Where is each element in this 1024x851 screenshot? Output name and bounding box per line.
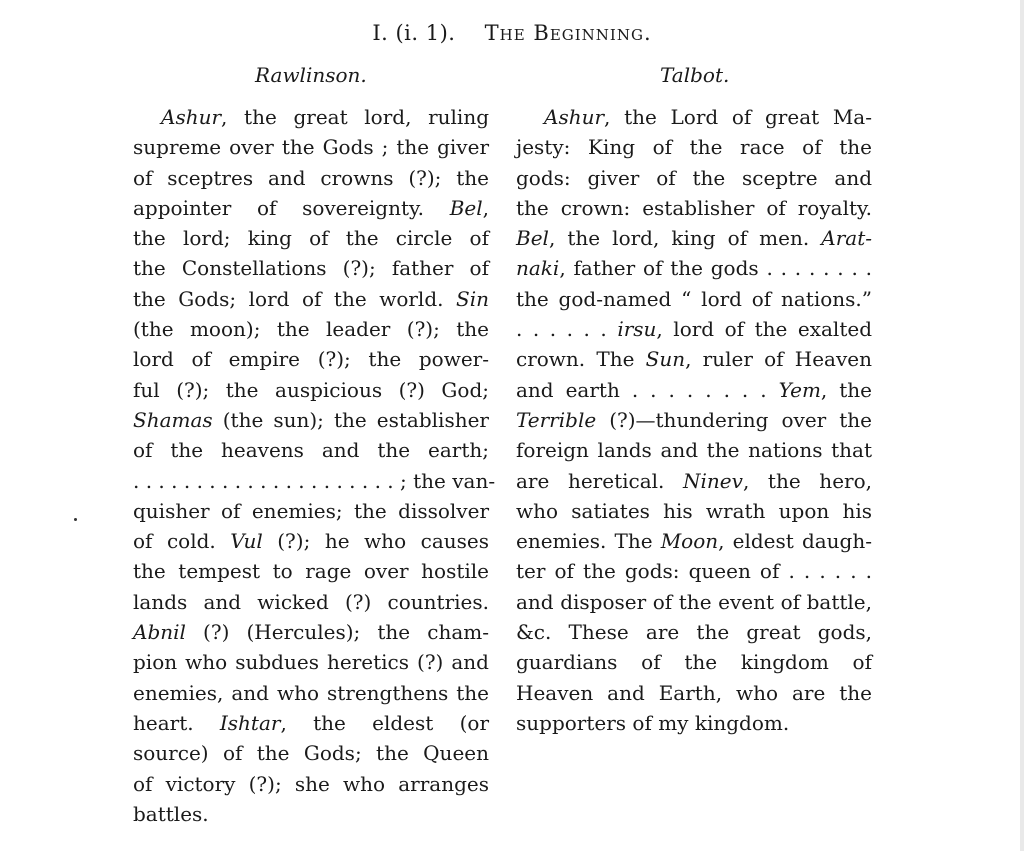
italic-name: Arat- [821, 226, 872, 251]
text-segment: , the lord, king of men. [548, 226, 822, 251]
section-heading: The Beginning. [484, 21, 652, 45]
italic-name: Abnil [133, 620, 186, 645]
text-line [516, 556, 872, 586]
italic-name: Sin [456, 286, 489, 311]
page-edge [1020, 0, 1024, 851]
text-line [133, 556, 489, 586]
text-segment: the crown: establisher of royalty. [516, 195, 872, 220]
text-line [133, 344, 489, 374]
text-line [133, 314, 489, 344]
italic-name: Ashur [161, 105, 222, 129]
text-segment: source) of the Gods; the Queen [133, 741, 489, 766]
text-segment: Heaven and Earth, who are the [516, 680, 872, 705]
text-segment: guardians of the kingdom of [516, 650, 872, 675]
text-line [133, 132, 489, 162]
text-segment: crown. The [516, 347, 646, 372]
text-segment: and earth . . . . . . . . [516, 377, 779, 402]
text-segment: the tempest to rage over hostile [133, 559, 489, 584]
italic-name: Yem [778, 377, 821, 402]
text-segment: . . . . . . . . . . . . . . . . . . . . . ; the van- [133, 468, 496, 493]
text-segment: foreign lands and the nations that [516, 438, 872, 463]
text-line [516, 435, 872, 465]
text-line [133, 678, 489, 708]
text-line [516, 647, 872, 677]
italic-name: Ishtar [219, 710, 281, 735]
text-segment: the god-named “ lord of nations.” [516, 286, 872, 311]
italic-name: Terrible [516, 407, 597, 432]
text-line [516, 496, 872, 526]
text-line [133, 466, 496, 496]
text-segment: , [482, 195, 489, 220]
right-column-text [516, 102, 872, 738]
text-line [133, 435, 489, 465]
italic-name: Shamas [133, 407, 213, 432]
italic-name: Ninev [683, 468, 743, 493]
text-line [133, 102, 489, 132]
section-number: I. (i. 1). [372, 21, 456, 45]
text-segment: enemies, and who strengthens the [133, 680, 489, 705]
text-segment: ful (?); the auspicious (?) God; [133, 377, 489, 402]
text-segment: enemies. The [516, 529, 661, 554]
text-segment: battles. [133, 801, 209, 826]
text-segment: &c. These are the great gods, [516, 620, 872, 645]
text-segment: , eldest daugh- [718, 529, 872, 554]
text-segment: quisher of enemies; the dissolver [133, 498, 489, 523]
text-segment: jesty: King of the race of the [516, 135, 872, 160]
text-segment: ter of the gods: queen of . . . . . . [516, 559, 872, 584]
text-line [516, 708, 872, 738]
text-line [133, 496, 489, 526]
italic-name: Moon [660, 529, 719, 554]
text-line [133, 223, 489, 253]
text-line [516, 163, 872, 193]
text-line [516, 587, 872, 617]
text-line [133, 284, 489, 314]
text-segment: , the [820, 377, 873, 402]
text-line [133, 526, 489, 556]
text-line [516, 314, 872, 344]
text-segment: of sceptres and crowns (?); the [133, 165, 489, 190]
text-line [133, 375, 489, 405]
text-segment: supreme over the Gods ; the giver [133, 135, 489, 160]
text-line [516, 344, 872, 374]
italic-name: Sun [645, 347, 686, 372]
text-line [516, 466, 872, 496]
text-segment: the Gods; lord of the world. [133, 286, 457, 311]
text-line [516, 375, 872, 405]
text-segment: (?) (Hercules); the cham- [185, 620, 489, 645]
text-segment: lord of empire (?); the power- [133, 347, 489, 372]
italic-name: Bel [516, 226, 549, 251]
text-segment: , father of the gods . . . . . . . . [559, 256, 872, 281]
left-column-author: Rawlinson. [255, 63, 367, 87]
text-segment: gods: giver of the sceptre and [516, 165, 872, 190]
text-line [516, 132, 872, 162]
text-line [516, 526, 872, 556]
text-segment: (the moon); the leader (?); the [133, 317, 489, 342]
text-segment: , ruler of Heaven [685, 347, 872, 372]
text-segment: , lord of the exalted [656, 317, 872, 342]
text-segment: of the heavens and the earth; [133, 438, 489, 463]
text-line [516, 617, 872, 647]
left-column-text [133, 102, 496, 829]
italic-name: Ashur [544, 105, 605, 129]
text-segment: . . . . . . [516, 317, 618, 342]
text-line [516, 405, 872, 435]
text-line [516, 678, 872, 708]
text-line [133, 799, 489, 829]
text-segment: , the hero, [742, 468, 872, 493]
right-column-author: Talbot. [660, 63, 730, 87]
italic-name: Bel [449, 195, 483, 220]
text-segment: lands and wicked (?) countries. [133, 589, 489, 614]
italic-name: irsu [617, 317, 657, 342]
text-segment: (?); he who causes [262, 529, 489, 554]
text-line [516, 193, 872, 223]
text-segment: appointer of sovereignty. [133, 195, 450, 220]
text-line [133, 617, 489, 647]
text-line [133, 708, 489, 738]
text-segment: the lord; king of the circle of [133, 226, 489, 251]
section-title [0, 21, 1024, 45]
text-segment: of cold. [133, 529, 231, 554]
text-segment: , the great lord, ruling [221, 105, 489, 129]
text-line [133, 253, 489, 283]
text-line [516, 102, 872, 132]
text-segment: pion who subdues heretics (?) and [133, 650, 489, 675]
text-segment: (the sun); the establisher [212, 407, 489, 432]
text-line [133, 647, 489, 677]
text-segment: and disposer of the event of battle, [516, 589, 872, 614]
text-line [133, 193, 489, 223]
italic-name: naki [516, 256, 560, 281]
text-segment: supporters of my kingdom. [516, 710, 790, 735]
text-segment: who satiates his wrath upon his [516, 498, 872, 523]
text-line [133, 163, 489, 193]
text-line [516, 284, 872, 314]
text-segment: , the Lord of great Ma- [604, 105, 872, 129]
text-segment: of victory (?); she who arranges [133, 771, 489, 796]
text-segment: the Constellations (?); father of [133, 256, 489, 281]
text-segment: , the eldest (or [280, 710, 490, 735]
text-line [133, 738, 489, 768]
text-line [516, 253, 872, 283]
text-line [133, 587, 489, 617]
text-segment: are heretical. [516, 468, 684, 493]
stray-dot [74, 518, 77, 521]
text-segment: (?)—thundering over the [596, 407, 872, 432]
italic-name: Vul [230, 529, 263, 554]
text-line [133, 405, 489, 435]
text-line [133, 769, 489, 799]
text-line [516, 223, 872, 253]
text-segment: heart. [133, 710, 220, 735]
